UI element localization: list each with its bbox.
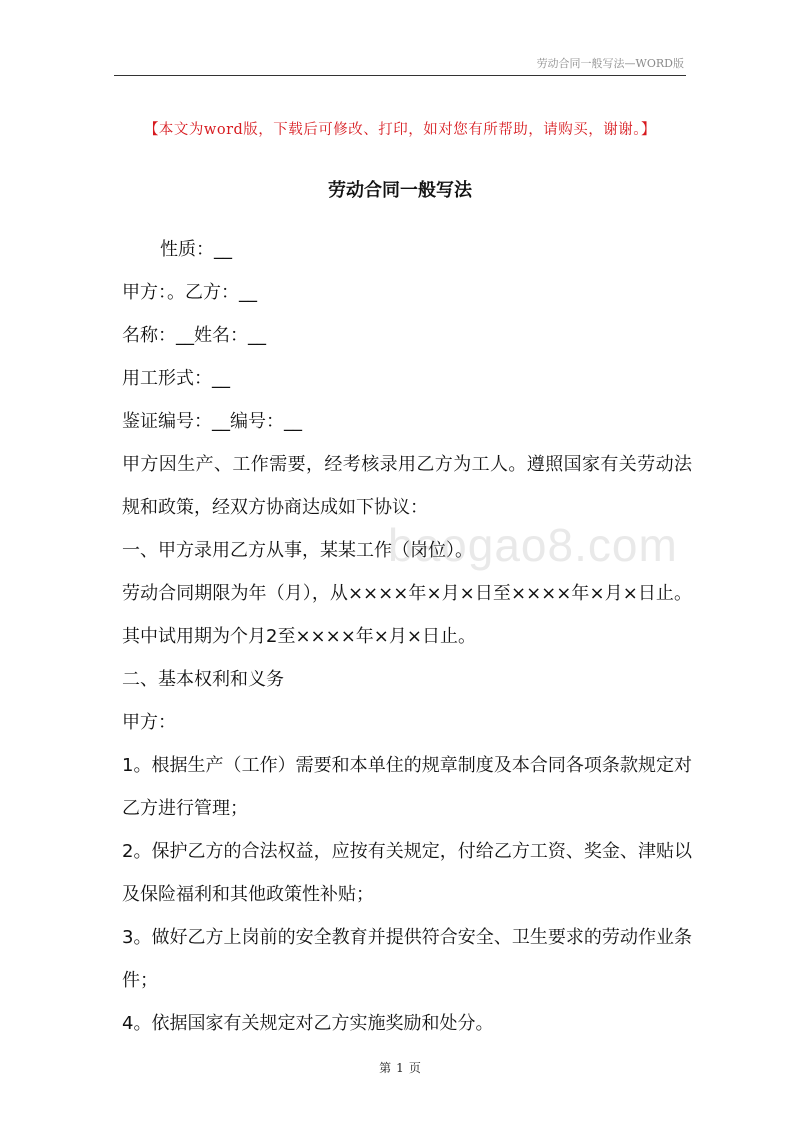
running-header: 劳动合同一般写法—WORD版: [536, 57, 684, 70]
list-item: 2。保护乙方的合法权益，应按有关规定，付给乙方工资、奖金、津贴以及保险福利和其他政策性补贴；: [122, 841, 692, 905]
list-item: 1。根据生产（工作）需要和本单住的规章制度及本合同各项条款规定对乙方进行管理；: [122, 755, 692, 819]
purchase-notice: 【本文为word版，下载后可修改、打印，如对您有所帮助，请购买，谢谢。】: [143, 122, 657, 138]
page-prefix: 第: [379, 1061, 392, 1075]
clause-2-heading: 二、基本权利和义务: [122, 669, 284, 690]
page-suffix: 页: [408, 1061, 421, 1075]
document-title: 劳动合同一般写法: [328, 180, 472, 201]
page-footer: [0, 1059, 800, 1076]
page-number: 1: [396, 1061, 404, 1075]
clause-1-heading: 一、甲方录用乙方从事，某某工作（岗位）。: [122, 540, 473, 561]
list-item: 4。依据国家有关规定对乙方实施奖励和处分。: [122, 1013, 494, 1034]
field-employment-form: 用工形式：__: [122, 368, 230, 389]
header-divider: [114, 75, 686, 76]
party-a-label: 甲方：: [122, 712, 176, 733]
field-parties: 甲方：。乙方：__: [122, 282, 257, 303]
field-verification-number: 鉴证编号：__编号：__: [122, 411, 302, 432]
field-nature: 性质：__: [160, 239, 232, 260]
field-name: 名称：__姓名：__: [122, 325, 266, 346]
document-body: [122, 228, 692, 1045]
paragraph-contract-term: 劳动合同期限为年（月），从××××年×月×日至××××年×月×日止。其中试用期为个月2至××××年×月×日止。: [122, 583, 692, 647]
list-item: 3。做好乙方上岗前的安全教育并提供符合安全、卫生要求的劳动作业条件；: [122, 927, 692, 991]
watermark-text: baogao8.com: [388, 519, 678, 571]
paragraph-preamble: 甲方因生产、工作需要，经考核录用乙方为工人。遵照国家有关劳动法规和政策，经双方协商达成如下协议：: [122, 454, 692, 518]
